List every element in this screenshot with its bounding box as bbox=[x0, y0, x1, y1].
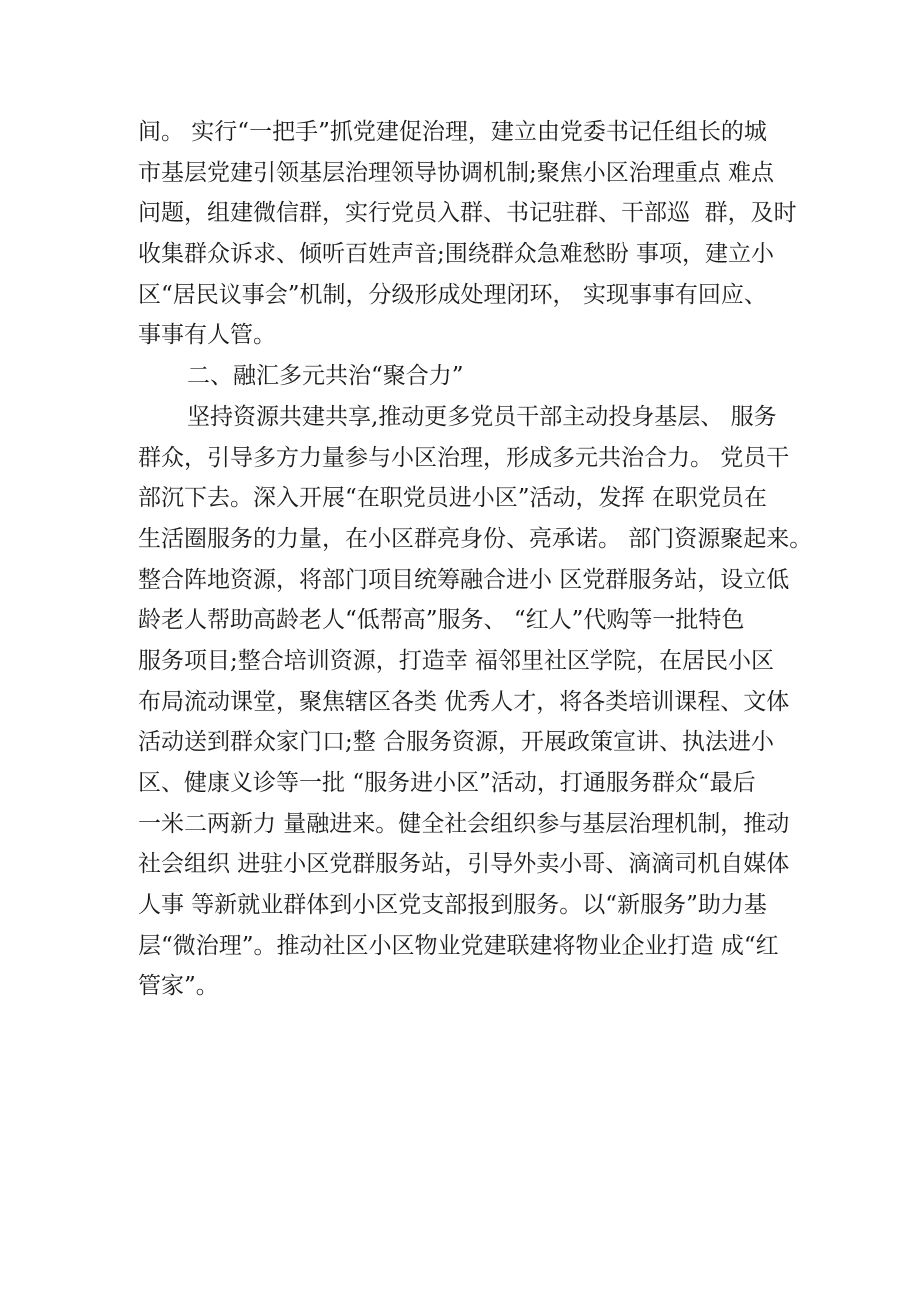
text-line: 层“微治理”。推动社区小区物业党建联建将物业企业打造 成“红 bbox=[138, 932, 779, 959]
text-line: 收集群众诉求、倾听百姓声音;围绕群众急难愁盼 事项，建立小 bbox=[138, 241, 775, 268]
section-heading: 二、融汇多元共治“聚合力” bbox=[187, 363, 464, 390]
text-line: 部沉下去。深入开展“在职党员进小区”活动，发挥 在职党员在 bbox=[138, 485, 767, 512]
text-line: 社会组织 进驻小区党群服务站，引导外卖小哥、滴滴司机自媒体 bbox=[138, 851, 790, 878]
text-line: 问题，组建微信群，实行党员入群、书记驻群、干部巡 群，及时 bbox=[138, 200, 797, 227]
text-line: 区“居民议事会”机制，分级形成处理闭环， 实现事事有回应、 bbox=[138, 281, 767, 308]
text-line: 间。 实行“一把手”抓党建促治理，建立由党委书记任组长的城 bbox=[138, 119, 767, 145]
text-line: 整合阵地资源，将部门项目统筹融合进小 区党群服务站，设立低 bbox=[138, 566, 790, 593]
text-line: 市基层党建引领基层治理领导协调机制;聚焦小区治理重点 难点 bbox=[138, 159, 775, 186]
text-line: 事事有人管。 bbox=[138, 322, 276, 349]
text-line: 活动送到群众家门口;整 合服务资源，开展政策宣讲、执法进小 bbox=[138, 729, 775, 756]
text-line: 区、健康义诊等一批 “服务进小区”活动，打通服务群众“最后 bbox=[138, 770, 756, 796]
text-line: 群众，引导多方力量参与小区治理，形成多元共治合力。 党员干 bbox=[138, 444, 790, 471]
document-body bbox=[138, 112, 813, 1007]
text-line: 龄老人帮助高龄老人“低帮高”服务、 “红人”代购等一批特色 bbox=[138, 607, 745, 634]
text-line: 生活圈服务的力量，在小区群亮身份、亮承诺。 部门资源聚起来。 bbox=[138, 525, 813, 552]
text-line: 布局流动课堂，聚焦辖区各类 优秀人才，将各类培训课程、文体 bbox=[138, 688, 790, 715]
text-line: 一米二两新力 量融进来。健全社会组织参与基层治理机制，推动 bbox=[138, 810, 790, 837]
text-line: 管家”。 bbox=[138, 973, 219, 1000]
text-line: 服务项目;整合培训资源，打造幸 福邻里社区学院，在居民小区 bbox=[138, 647, 775, 674]
text-line: 坚持资源共建共享,推动更多党员干部主动投身基层、 服务 bbox=[187, 403, 777, 430]
text-line: 人事 等新就业群体到小区党支部报到服务。以“新服务”助力基 bbox=[138, 892, 767, 919]
